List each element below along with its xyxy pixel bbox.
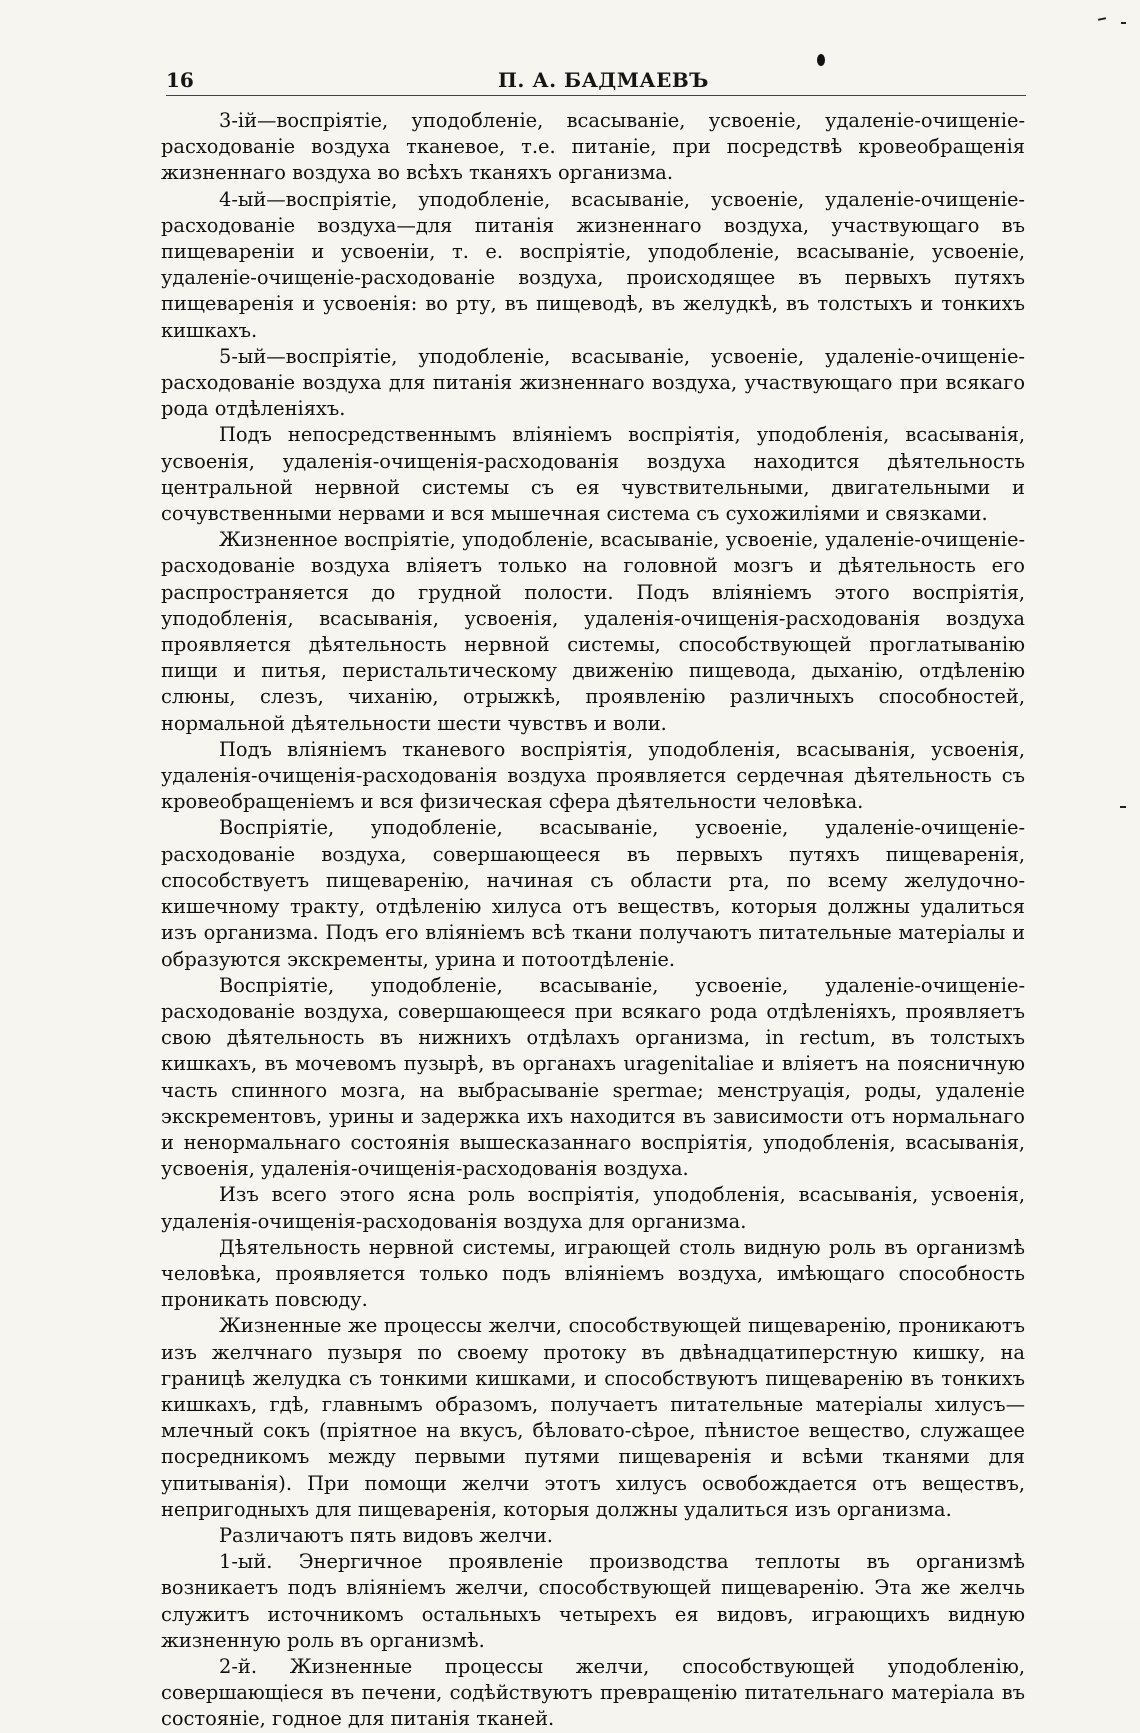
paragraph-9: Изъ всего этого ясна роль воспріятія, уподобленія, всасыванія, усвоенія, удаленія-очищенія-расходованія воздуха для организма. xyxy=(161,1183,1025,1233)
page-header xyxy=(166,68,1026,94)
margin-mark xyxy=(1098,17,1106,21)
paragraph-10: Дѣятельность нервной системы, играющей столь видную роль въ организмѣ человѣка, проявляется только подъ вліяніемъ воздуха, имѣющаго способность проникать повсюду. xyxy=(161,1235,1025,1312)
paragraph-2: 4-ый—воспріятіе, уподобленіе, всасываніе, усвоеніе, удаленіе-очищеніе-расходованіе воздуха—для питанія жизненнаго воздуха, участвующаго въ пищевареніи и усвоеніи, т. е. воспріятіе, уподобленіе, всасываніе, усвоеніе, удаленіе-очищеніе-расходованіе воздуха, происходящее въ первыхъ путяхъ пищеваренія и усвоенія: во рту, въ пищеводѣ, въ желудкѣ, въ толстыхъ и тонкихъ кишкахъ. xyxy=(161,187,1025,342)
paragraph-14: 2-й. Жизненные процессы желчи, способствующей уподобленію, совершающіеся въ печени, содѣйствуютъ превращенію питательнаго матеріала въ состояніе, годное для питанія тканей. xyxy=(161,1654,1025,1731)
paragraph-1: 3-ій—воспріятіе, уподобленіе, всасываніе, усвоеніе, удаленіе-очищеніе-расходованіе воздуха тканевое, т.е. питаніе, при посредствѣ кровеобращенія жизненнаго воздуха во всѣхъ тканяхъ организма. xyxy=(161,109,1025,185)
running-title: П. А. БАДМАЕВЪ xyxy=(498,68,709,92)
paragraph-8: Воспріятіе, уподобленіе, всасываніе, усвоеніе, удаленіе-очищеніе-расходованіе воздуха, совершающееся при всякаго рода отдѣленіяхъ, проявляетъ свою дѣятельность въ нижнихъ отдѣлахъ организма, in rectum, въ толстыхъ кишкахъ, въ мочевомъ пузырѣ, въ органахъ uragenitaliae и вліяетъ на поясничную часть спинного мозга, на выбрасываніе spermae; менструація, роды, удаленіе экскрементовъ, урины и задержка ихъ находится въ зависимости отъ нормальнаго и ненормальнаго состоянія вышесказаннаго воспріятія, уподобленія, всасыванія, усвоенія, удаленія-очищенія-расходованія воздуха. xyxy=(161,973,1025,1181)
margin-mark xyxy=(1121,22,1126,24)
paragraph-6: Подъ вліяніемъ тканевого воспріятія, уподобленія, всасыванія, усвоенія, удаленія-очищенія-расходованія воздуха проявляется сердечная дѣятельность съ кровеобращеніемъ и вся физическая сфера дѣятельности человѣка. xyxy=(161,737,1025,814)
paragraph-3: 5-ый—воспріятіе, уподобленіе, всасываніе, усвоеніе, удаленіе-очищеніе-расходованіе воздуха для питанія жизненнаго воздуха, участвующаго при всякаго рода отдѣленіяхъ. xyxy=(161,344,1025,421)
paragraph-12: Различаютъ пять видовъ желчи. xyxy=(219,1523,553,1547)
ink-dot-mark xyxy=(817,54,825,66)
paragraph-13: 1-ый. Энергичное проявленіе производства теплоты въ организмѣ возникаетъ подъ вліяніемъ желчи, способствующей пищеваренію. Эта же желчь служитъ источникомъ остальныхъ четырехъ ея видовъ, играющихъ видную жизненную роль въ организмѣ. xyxy=(161,1550,1025,1652)
paragraph-4: Подъ непосредственнымъ вліяніемъ воспріятія, уподобленія, всасыванія, усвоенія, удаленія-очищенія-расходованія воздуха находится дѣятельность центральной нервной системы съ ея чувствительными, двигательными и сочувственными нервами и вся мышечная система съ сухожиліями и связками. xyxy=(161,423,1025,526)
paragraph-5: Жизненное воспріятіе, уподобленіе, всасываніе, усвоеніе, удаленіе-очищеніе-расходованіе воздуха вліяетъ только на головной мозгъ и дѣятельность его распространяется до грудной полости. Подъ вліяніемъ этого воспріятія, уподобленія, всасыванія, усвоенія, удаленія-очищенія-расходованія воздуха проявляется дѣятельность нервной системы, способствующей проглатыванію пищи и питья, перистальтическому движенію пищевода, дыханію, отдѣленію слюны, слезъ, чиханію, отрыжкѣ, проявленію различныхъ способностей, нормальной дѣятельности шести чувствъ и воли. xyxy=(161,528,1025,735)
margin-mark xyxy=(1120,806,1126,808)
document-body xyxy=(161,108,1025,1733)
header-rule xyxy=(166,95,1026,96)
paragraph-11: Жизненные же процессы желчи, способствующей пищеваренію, проникаютъ изъ желчнаго пузыря по своему протоку въ двѣнадцатиперстную кишку, на границѣ желудка съ тонкими кишками, и способствуютъ пищеваренію въ тонкихъ кишкахъ, гдѣ, главнымъ образомъ, получаетъ питательные матеріалы хилусъ—млечный сокъ (пріятное на вкусъ, бѣловато-сѣрое, пѣнистое вещество, служащее посредникомъ между первыми путями пищеваренія и всѣми тканями для упитыванія). При помощи желчи этотъ хилусъ освобождается отъ веществъ, непригодныхъ для пищеваренія, которыя должны удалиться изъ организма. xyxy=(161,1314,1025,1521)
page-number: 16 xyxy=(166,68,194,92)
paragraph-7: Воспріятіе, уподобленіе, всасываніе, усвоеніе, удаленіе-очищеніе-расходованіе воздуха, совершающееся въ первыхъ путяхъ пищеваренія, способствуетъ пищеваренію, начиная съ области рта, по всему желудочно-кишечному тракту, отдѣленію хилуса отъ веществъ, которыя должны удалиться изъ организма. Подъ его вліяніемъ всѣ ткани получаютъ питательные матеріалы и образуются экскременты, урина и потоотдѣленіе. xyxy=(161,816,1025,971)
